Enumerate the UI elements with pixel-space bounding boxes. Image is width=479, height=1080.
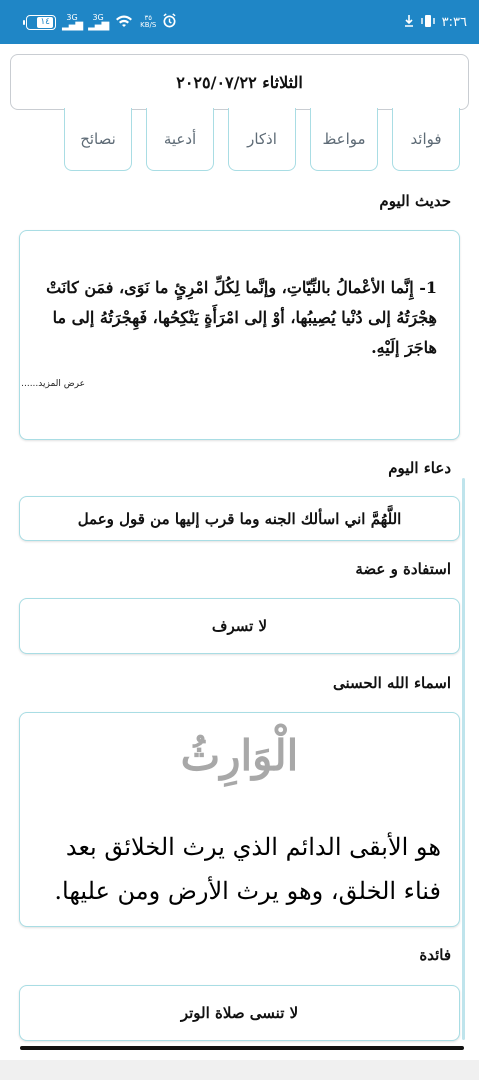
network-3g-1: 3G ▂▄▆	[62, 13, 83, 31]
dua-text: اللَّهُمَّ اني اسألك الجنه وما قرب إليها من قول وعمل	[77, 509, 402, 528]
battery-level: ١٤	[37, 17, 53, 28]
status-right	[404, 14, 467, 31]
network-3g-2: 3G ▂▄▆	[88, 13, 109, 31]
alarm-icon	[162, 13, 177, 31]
scrollbar[interactable]	[462, 478, 465, 1040]
tab-adhkar[interactable]: اذكار	[228, 108, 296, 171]
tab-nasaih[interactable]: نصائح	[64, 108, 132, 171]
date-card: الثلاثاء ٢٠٢٥/٠٧/٢٢	[10, 54, 469, 110]
advice-card	[19, 598, 460, 654]
gesture-handle[interactable]	[20, 1046, 464, 1050]
hadith-section-title: حديث اليوم	[379, 192, 451, 210]
show-more-link[interactable]: عرض المزيد......	[21, 379, 85, 389]
vibrate-icon	[420, 14, 436, 31]
divine-name: الْوَارِثُ	[180, 731, 299, 780]
signal-icon: ▂▄▆	[62, 20, 83, 31]
clock: ٣:٣٦	[441, 14, 467, 30]
benefit-card	[19, 985, 460, 1041]
benefit-section-title: فائدة	[419, 946, 451, 964]
category-tabs	[46, 108, 460, 172]
dua-card	[19, 496, 460, 541]
tab-mawaiz[interactable]: مواعظ	[310, 108, 378, 171]
status-bar	[0, 0, 479, 44]
dua-section-title: دعاء اليوم	[388, 459, 451, 477]
advice-text: لا تسرف	[211, 617, 268, 635]
network-speed: ٣٥ KB/S	[140, 14, 157, 29]
tab-adiya[interactable]: أدعية	[146, 108, 214, 171]
status-left	[26, 13, 177, 32]
hadith-text: 1- إِنَّما الأعْمالُ بالنِّيّاتِ، وإنَّما لِكُلِّ امْرِئٍ ما نَوَى، فمَن كانَتْ هِجْرَتُهُ إلى دُنْيا يُصِيبُها، أوْ إلى امْرَأَةٍ يَنْكِحُها، فَهِجْرَتُهُ إلى ما هاجَرَ إلَيْهِ.	[46, 278, 437, 357]
names-card	[19, 712, 460, 927]
tab-fawaid[interactable]: فوائد	[392, 108, 460, 171]
benefit-text: لا تنسى صلاة الوتر	[180, 1004, 299, 1022]
advice-section-title: استفادة و عضة	[355, 560, 451, 578]
signal-icon: ▂▄▆	[88, 20, 109, 31]
divine-name-description: هو الأبقى الدائم الذي يرث الخلائق بعد فناء الخلق، وهو يرث الأرض ومن عليها.	[54, 833, 441, 905]
download-icon	[404, 14, 414, 31]
navigation-bar	[0, 1060, 479, 1080]
battery-icon	[26, 15, 56, 30]
hadith-card	[19, 230, 460, 440]
names-section-title: اسماء الله الحسنى	[332, 674, 451, 692]
wifi-icon	[114, 13, 134, 32]
